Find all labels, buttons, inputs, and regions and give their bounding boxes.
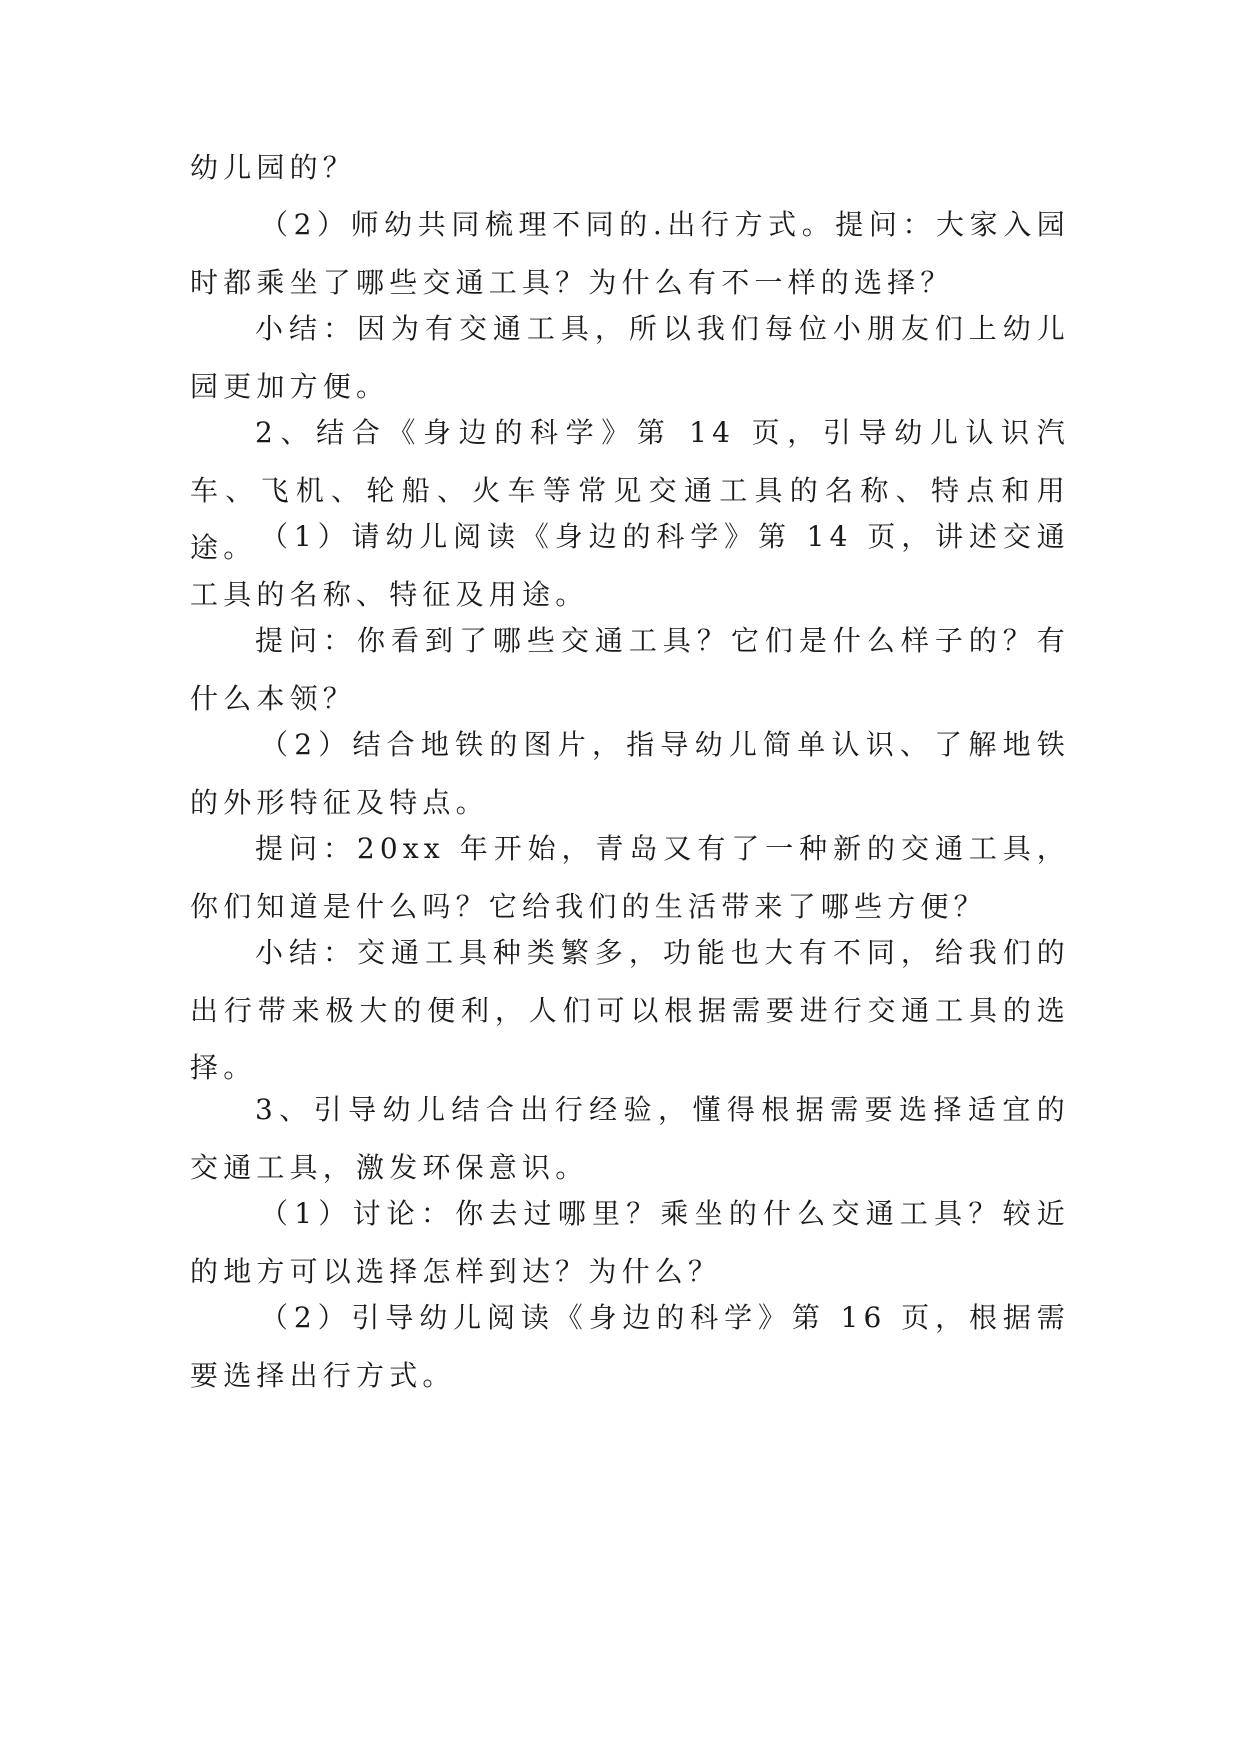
paragraph-summary-1: 小结：因为有交通工具，所以我们每位小朋友们上幼儿园更加方便。 (190, 312, 1070, 403)
paragraph-step-2-2: （2）结合地铁的图片，指导幼儿简单认识、了解地铁的外形特征及特点。 (190, 728, 1070, 819)
paragraph-summary-2: 小结：交通工具种类繁多，功能也大有不同，给我们的出行带来极大的便利，人们可以根据需要进行交通工具的选择。 (190, 936, 1070, 1084)
paragraph-continuation: 幼儿园的？ (190, 151, 357, 184)
paragraph-step-1-2: （2）师幼共同梳理不同的.出行方式。提问：大家入园时都乘坐了哪些交通工具？为什么有不一样的选择？ (190, 208, 1070, 299)
paragraph-section-2: 2、结合《身边的科学》第 14 页，引导幼儿认识汽车、飞机、轮船、火车等常见交通工具的名称、特点和用途。 (190, 416, 1070, 564)
paragraph-question-2-2: 提问：20xx 年开始，青岛又有了一种新的交通工具，你们知道是什么吗？它给我们的生活带来了哪些方便？ (190, 832, 1070, 923)
paragraph-step-2-1: （1）请幼儿阅读《身边的科学》第 14 页，讲述交通工具的名称、特征及用途。 (190, 520, 1070, 611)
paragraph-step-3-2: （2）引导幼儿阅读《身边的科学》第 16 页，根据需要选择出行方式。 (190, 1301, 1070, 1392)
paragraph-section-3: 3、引导幼儿结合出行经验，懂得根据需要选择适宜的交通工具，激发环保意识。 (190, 1093, 1070, 1184)
paragraph-question-2-1: 提问：你看到了哪些交通工具？它们是什么样子的？有什么本领？ (190, 624, 1070, 715)
paragraph-step-3-1: （1）讨论：你去过哪里？乘坐的什么交通工具？较近的地方可以选择怎样到达？为什么？ (190, 1197, 1070, 1288)
